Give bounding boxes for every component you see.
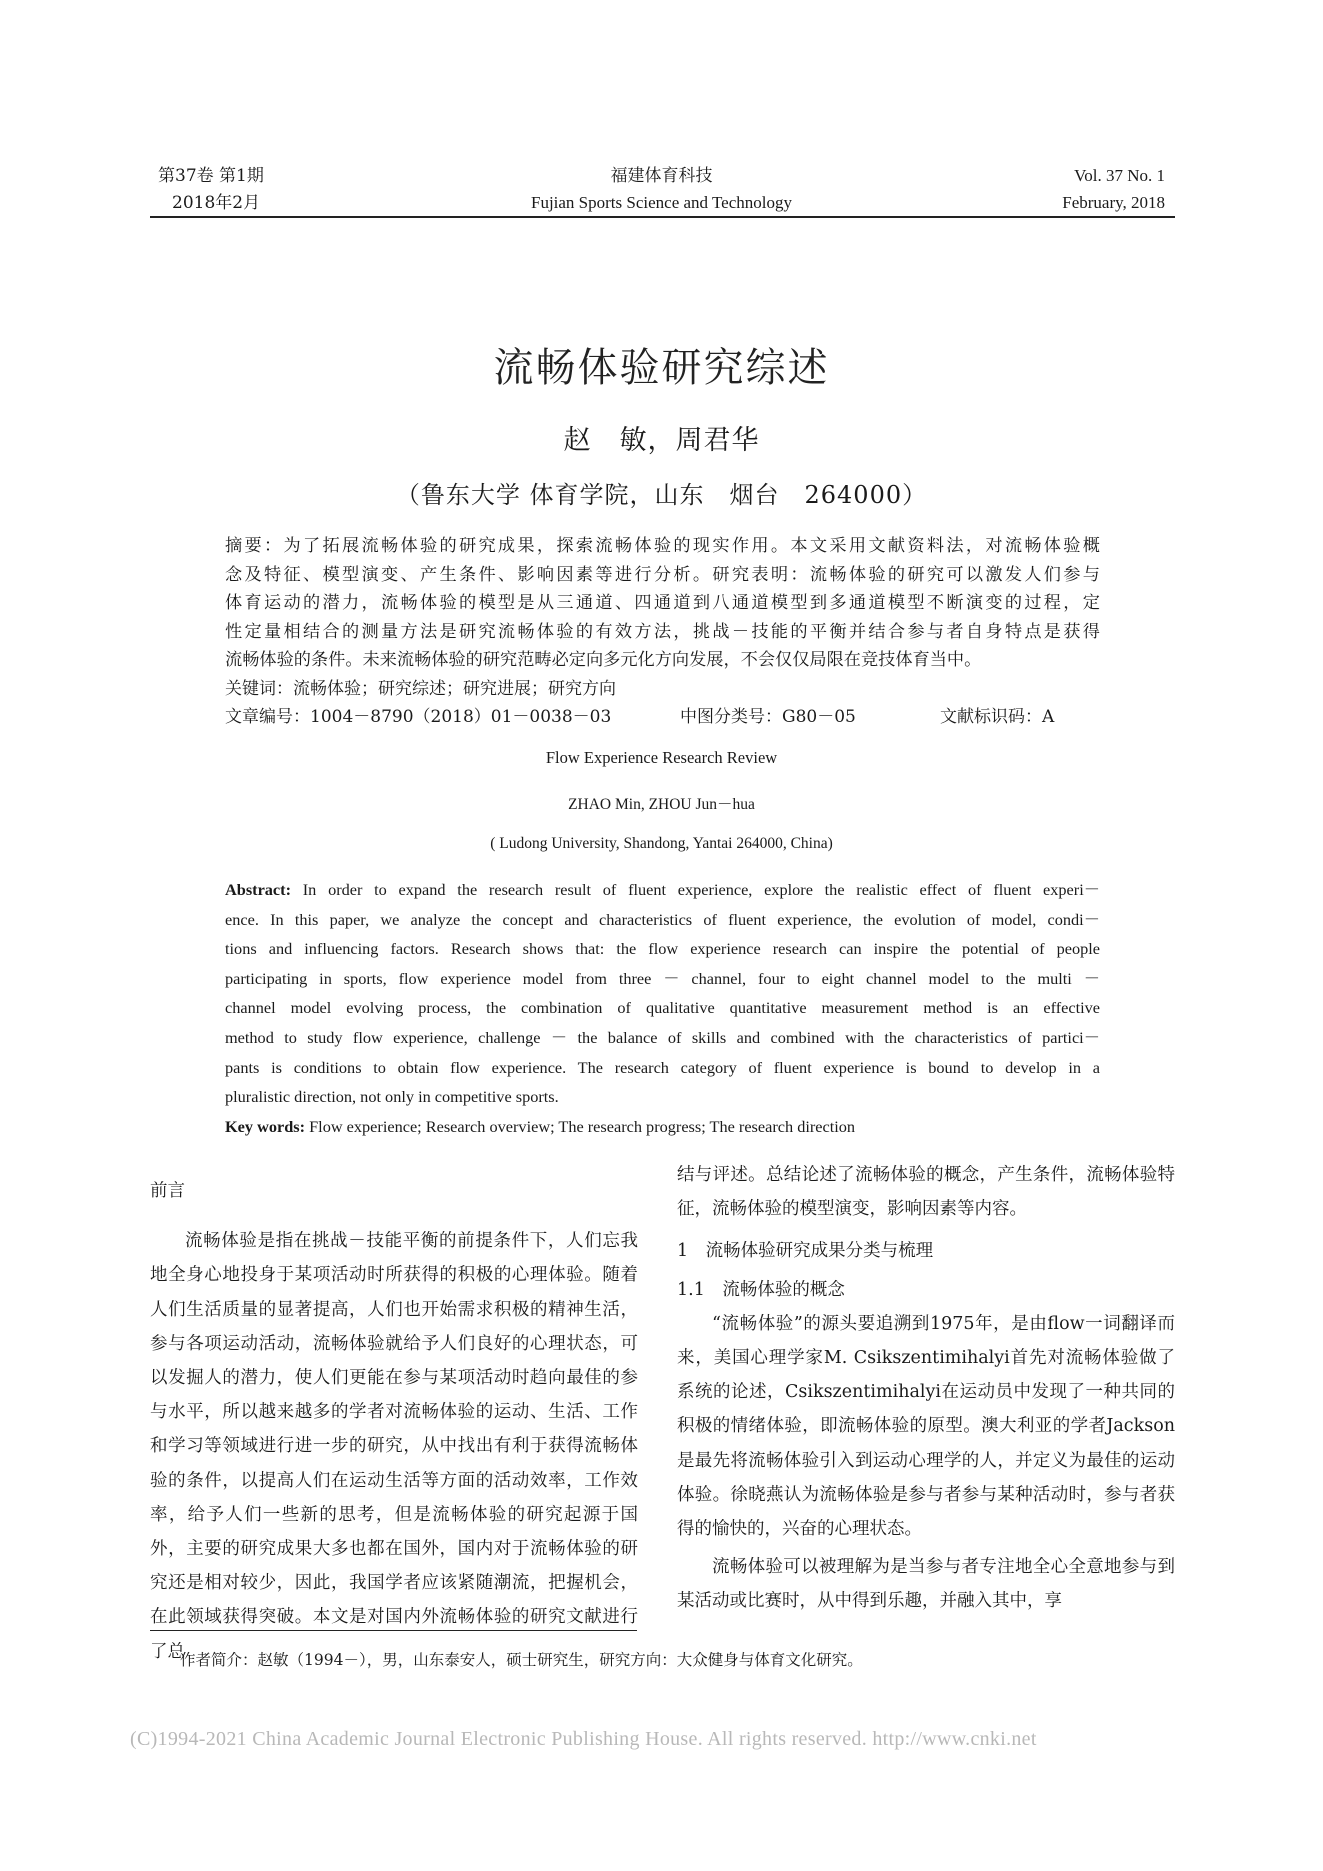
paper-title: 流畅体验研究综述 xyxy=(493,345,830,391)
issue-date: 2018年2月 xyxy=(172,193,261,213)
subsection-heading: 1.1 流畅体验的概念 xyxy=(677,1279,845,1300)
abstract-line: 体育运动的潜力，流畅体验的模型是从三通道、四通道到八通道模型到多通道模型不断演变的过程，定 xyxy=(225,593,1100,614)
section-heading: 1 流畅体验研究成果分类与梳理 xyxy=(677,1241,934,1262)
issue-date-en: February, 2018 xyxy=(1062,193,1165,212)
preface-paragraph: 流畅体验是指在挑战－技能平衡的前提条件下，人们忘我地全身心地投身于某项活动时所获得的积极的心理体验。随着人们生活质量的显著提高，人们也开始需求积极的精神生活，参与各项运动活动，流畅体验就给予人们良好的心理状态，可以发掘人的潜力，使人们更能在参与某项活动时趋向最佳的参与水平，所以越来越多的学者对流畅体验的运动、生活、工作和学习等领域进行进一步的研究，从中找出有利于获得流畅体验的条件，以提高人们在运动生活等方面的活动效率，工作效率，给予人们一些新的思考，但是流畅体验的研究起源于国外，主要的研究成果大多也都在国外，国内对于流畅体验的研究还是相对较少，因此，我国学者应该紧随潮流，把握机会，在此领域获得突破。本文是对国内外流畅体验的研究文献进行了总 xyxy=(150,1231,638,1662)
abstract-line: pants is conditions to obtain flow experience. The research category of fluent experience is bound to develop in a xyxy=(225,1057,1100,1077)
abstract-line: 摘要：为了拓展流畅体验的研究成果，探索流畅体验的现实作用。本文采用文献资料法，对流畅体验概 xyxy=(225,536,1100,556)
body-paragraph: 流畅体验可以被理解为是当参与者专注地全心全意地参与到某活动或比赛时，从中得到乐趣，并融入其中，享 xyxy=(677,1557,1175,1612)
english-abstract xyxy=(225,875,1100,1141)
document-code: 文献标识码：A xyxy=(940,707,1055,727)
keywords-cn: 关键词：流畅体验；研究综述；研究进展；研究方向 xyxy=(225,679,616,699)
author-footnote: 作者简介：赵敏（1994－），男，山东泰安人，硕士研究生，研究方向：大众健身与体育文化研究。 xyxy=(180,1651,863,1669)
abstract-line: channel model evolving process, the combination of qualitative quantitative measurement method is an effective xyxy=(225,998,1100,1018)
article-number: 文章编号：1004－8790（2018）01－0038－03 xyxy=(225,707,612,727)
body-right-column xyxy=(677,1158,1175,1619)
abstract-line: pluralistic direction, not only in competitive sports. xyxy=(225,1087,559,1107)
key-words: Flow experience; Research overview; The research progress; The research direction xyxy=(309,1116,856,1136)
abstract-line: ence. In this paper, we analyze the concept and characteristics of fluent experience, the evolution of model, condi－ xyxy=(225,909,1100,929)
journal-name-cn: 福建体育科技 xyxy=(610,166,713,186)
journal-name-en: Fujian Sports Science and Technology xyxy=(530,193,792,212)
english-title: Flow Experience Research Review xyxy=(545,748,778,767)
clc-number: 中图分类号：G80－05 xyxy=(680,707,856,727)
chinese-abstract xyxy=(225,532,1100,675)
body-paragraph: “流畅体验”的源头要追溯到1975年，是由flow一词翻译而来，美国心理学家M. Csikszentimihalyi首先对流畅体验做了系统的论述，Csikszentimihalyi在运动员中发现了一种共同的积极的情绪体验，即流畅体验的原型。澳大利亚的学者Jackson是最先将流畅体验引入到运动心理学的人，并定义为最佳的运动体验。徐晓燕认为流畅体验是参与者参与某种活动时，参与者获得的愉快的，兴奋的心理状态。 xyxy=(677,1313,1175,1540)
volume-issue-en: Vol. 37 No. 1 xyxy=(1074,166,1165,185)
paper-affiliation: （鲁东大学 体育学院，山东 烟台 264000） xyxy=(395,481,928,509)
footnote-rule xyxy=(150,1630,637,1631)
abstract-line: tions and influencing factors. Research shows that: the flow experience research can inspire the potential of people xyxy=(225,939,1100,959)
abstract-line: Abstract: In order to expand the research result of fluent experience, explore the realistic effect of fluent experi－ xyxy=(225,880,1101,899)
english-affiliation: ( Ludong University, Shandong, Yantai 264000, China) xyxy=(490,835,833,852)
abstract-line: 念及特征、模型演变、产生条件、影响因素等进行分析。研究表明：流畅体验的研究可以激发人们参与 xyxy=(225,564,1100,585)
continued-paragraph: 结与评述。总结论述了流畅体验的概念，产生条件，流畅体验特征，流畅体验的模型演变，影响因素等内容。 xyxy=(677,1165,1175,1220)
copyright-notice: (C)1994-2021 China Academic Journal Electronic Publishing House. All rights reserved. http://www.cnki.net xyxy=(130,1728,1037,1750)
abstract-line: method to study flow experience, challenge － the balance of skills and combined with the characteristics of partici－ xyxy=(225,1027,1100,1047)
preface-heading: 前言 xyxy=(150,1181,185,1201)
abstract-line: 流畅体验的条件。未来流畅体验的研究范畴必定向多元化方向发展，不会仅仅局限在竞技体育当中。 xyxy=(225,650,982,671)
abstract-line: participating in sports, flow experience model from three － channel, four to eight channel model to the multi － xyxy=(225,968,1100,988)
body-left-column xyxy=(150,1174,638,1669)
paper-authors: 赵 敏，周君华 xyxy=(563,425,760,456)
key-words-line xyxy=(225,1112,1100,1142)
english-authors: ZHAO Min, ZHOU Jun－hua xyxy=(568,796,755,813)
header-rule xyxy=(150,216,1175,218)
volume-issue: 第37卷 第1期 xyxy=(158,166,264,186)
abstract-label: Abstract: xyxy=(225,880,292,899)
key-words-label: Key words: xyxy=(225,1116,306,1136)
abstract-line: 性定量相结合的测量方法是研究流畅体验的有效方法，挑战－技能的平衡并结合参与者自身特点是获得 xyxy=(225,621,1100,642)
